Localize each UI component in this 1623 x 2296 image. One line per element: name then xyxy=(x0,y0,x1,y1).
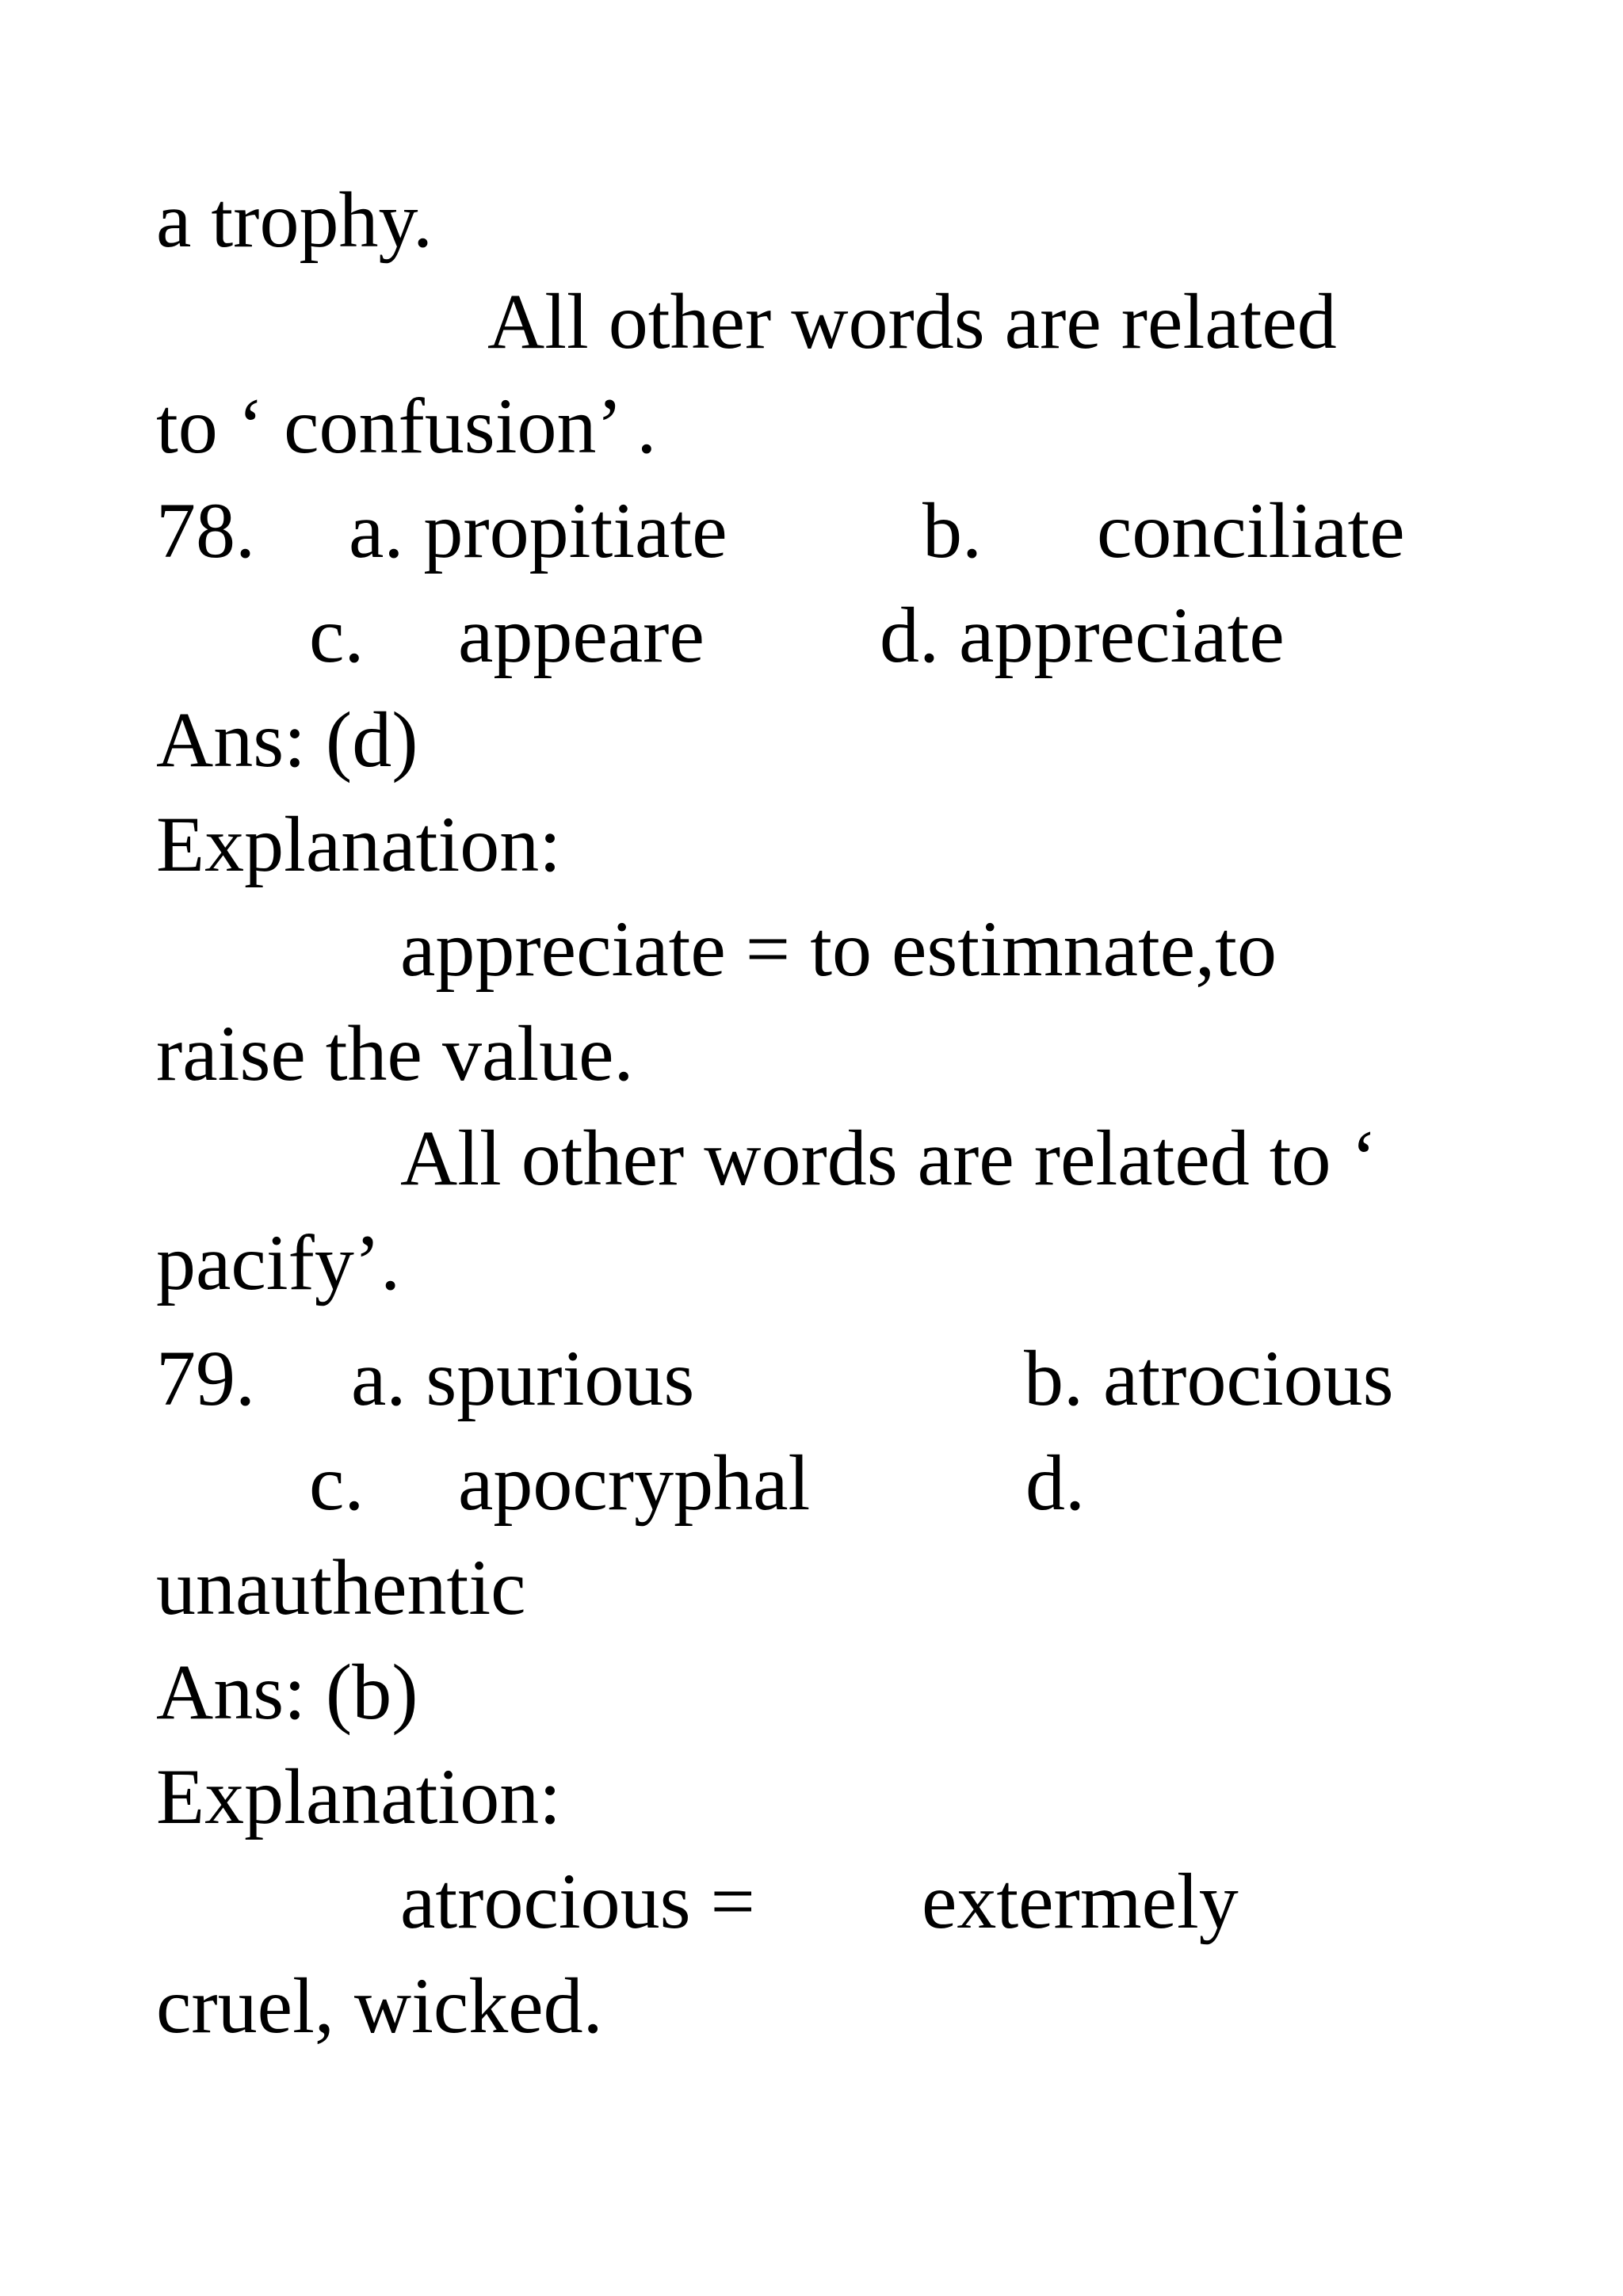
q79-option-c-text: apocryphal xyxy=(458,1439,811,1527)
q79-explanation-term: atrocious = xyxy=(400,1857,755,1945)
q78-option-a: a. propitiate xyxy=(349,486,727,574)
q78-option-c-text: appeare xyxy=(458,591,705,679)
q78-option-b-label: b. xyxy=(922,486,982,574)
q78-explanation-line-2: raise the value. xyxy=(156,1009,634,1097)
q79-explanation-definition-1: extermely xyxy=(922,1857,1239,1945)
q78-explanation-heading: Explanation: xyxy=(156,800,561,888)
q78-option-d: d. appreciate xyxy=(880,591,1285,679)
q78-explanation-line-4: pacify’. xyxy=(156,1219,401,1306)
q79-option-d-text: unauthentic xyxy=(156,1543,526,1631)
q79-option-a: a. spurious xyxy=(351,1334,695,1422)
q78-answer: Ans: (d) xyxy=(156,696,418,784)
carryover-line-3: to ‘ confusion’ . xyxy=(156,382,657,470)
q79-option-c-label: c. xyxy=(309,1439,365,1527)
carryover-line-1: a trophy. xyxy=(156,176,433,264)
q78-option-b-text: conciliate xyxy=(1097,486,1405,574)
q79-option-d-label: d. xyxy=(1025,1439,1085,1527)
q78-option-c-label: c. xyxy=(309,591,365,679)
q78-number: 78. xyxy=(156,486,255,574)
q79-answer: Ans: (b) xyxy=(156,1648,418,1736)
q79-number: 79. xyxy=(156,1334,255,1422)
q79-explanation-heading: Explanation: xyxy=(156,1753,561,1840)
q79-explanation-definition-2: cruel, wicked. xyxy=(156,1962,603,2050)
q79-option-b: b. atrocious xyxy=(1024,1334,1394,1422)
q78-explanation-line-1: appreciate = to estimnate,to xyxy=(400,905,1277,993)
q78-explanation-line-3: All other words are related to ‘ xyxy=(400,1114,1377,1202)
carryover-line-2: All other words are related xyxy=(487,277,1337,365)
